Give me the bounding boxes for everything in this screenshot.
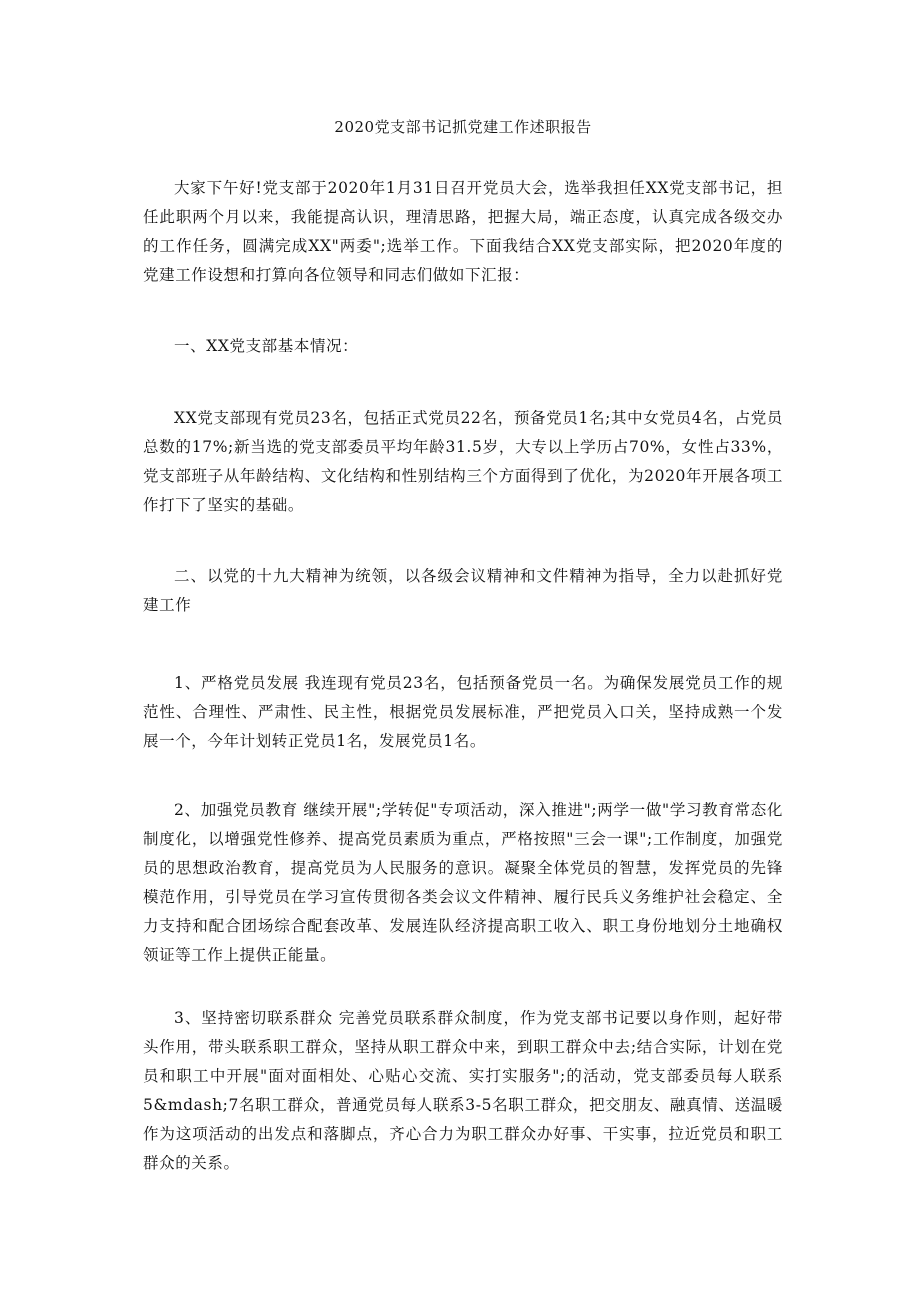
intro-paragraph: 大家下午好!党支部于2020年1月31日召开党员大会，选举我担任XX党支部书记，担任此职两个月以来，我能提高认识，理清思路，把握大局，端正态度，认真完成各级交办的工作任务，圆满完成XX"两委";选举工作。下面我结合XX党支部实际，把2020年度的党建工作设想和打算向各位领导和同志们做如下汇报： — [143, 179, 783, 284]
section-2-item-1: 1、严格党员发展 我连现有党员23名，包括预备党员一名。为确保发展党员工作的规范性、合理性、严肃性、民主性，根据党员发展标准，严把党员入口关，坚持成熟一个发展一个，今年计划转正党员1名，发展党员1名。 — [143, 674, 783, 750]
document-title: 2020党支部书记抓党建工作述职报告 — [334, 118, 592, 136]
section-2-item-2: 2、加强党员教育 继续开展";学转促"专项活动，深入推进";两学一做"学习教育常态化制度化，以增强党性修养、提高党员素质为重点，严格按照"三会一课";工作制度，加强党员的思想政治教育，提高党员为人民服务的意识。凝聚全体党员的智慧，发挥党员的先锋模范作用，引导党员在学习宣传贯彻各类会议文件精神、履行民兵义务维护社会稳定、全力支持和配合团场综合配套改革、发展连队经济提高职工收入、职工身份地划分土地确权领证等工作上提供正能量。 — [143, 801, 783, 964]
section-1-heading: 一、XX党支部基本情况： — [174, 337, 359, 355]
section-2-heading: 二、以党的十九大精神为统领，以各级会议精神和文件精神为指导，全力以赴抓好党建工作 — [143, 567, 783, 614]
section-2-item-3: 3、坚持密切联系群众 完善党员联系群众制度，作为党支部书记要以身作则，起好带头作用，带头联系职工群众，坚持从职工群众中来，到职工群众中去;结合实际，计划在党员和职工中开展"面对面相处、心贴心交流、实打实服务";的活动，党支部委员每人联系5&mdash;7名职工群众，普通党员每人联系3-5名职工群众，把交朋友、融真情、送温暖作为这项活动的出发点和落脚点，齐心合力为职工群众办好事、干实事，拉近党员和职工群众的关系。 — [143, 1009, 783, 1172]
section-1-body: XX党支部现有党员23名，包括正式党员22名，预备党员1名;其中女党员4名，占党员总数的17%;新当选的党支部委员平均年龄31.5岁，大专以上学历占70%，女性占33%，党支部班子从年龄结构、文化结构和性别结构三个方面得到了优化，为2020年开展各项工作打下了坚实的基础。 — [143, 409, 783, 514]
